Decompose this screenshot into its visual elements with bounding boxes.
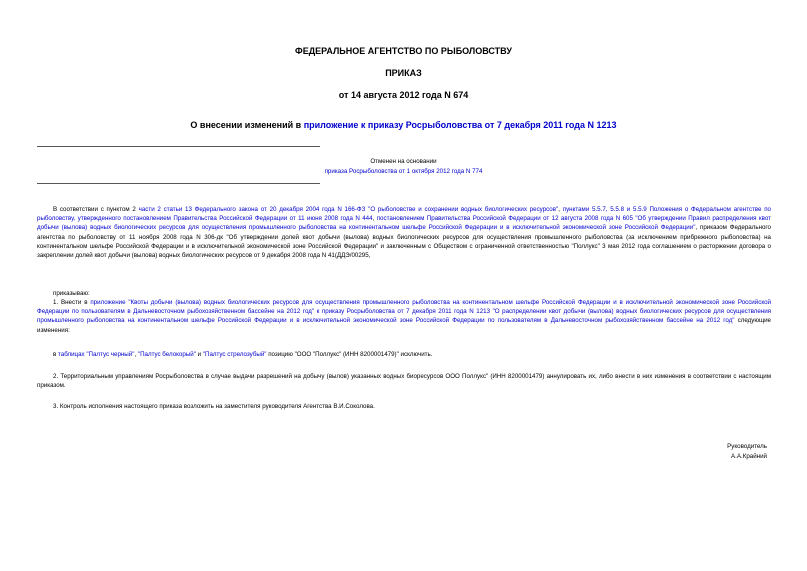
paragraph-text: в xyxy=(53,351,59,358)
preamble-paragraph xyxy=(37,205,771,260)
legal-reference-link[interactable]: пунктами 5.5.7, 5.5.8 и 5.5.9 Положения о Федеральном агентстве по рыболовству, утвержденного постановлением Правительства Российской Федерации от 11 июня 2008 года N 444 xyxy=(37,206,771,223)
title-prefix: О внесении изменений в xyxy=(190,120,304,130)
document-type: ПРИКАЗ xyxy=(385,68,422,78)
paragraph-text: , xyxy=(558,206,563,213)
legal-reference-link[interactable]: приложение "Квоты добычи (вылова) водных биологических ресурсов для осуществления промышленного рыболовства на континентальном шельфе Российской Федерации и в исключительной экономической зоне Российской Федерации по пользователям в Дальневосточном рыбохозяйственном бассейне на 2012 год" к приказу Росрыболовства от 7 декабря 2011 года N 1213 "О распределении квот добычи (вылова) водных биологических ресурсов для осуществления промышленного рыболовства на континентальном шельфе Российской Федерации и в исключительной экономической зоне Российской Федерации по пользователям в Дальневосточном рыбохозяйственном бассейне на 2012 год" xyxy=(37,299,771,325)
legal-reference-link[interactable]: постановлением Правительства Российской Федерации от 12 августа 2008 года N 605 "Об утверждении Правил распределения квот добычи (вылова) водных биологических ресурсов для осуществления промышленного рыболовства на континентальном шельфе Российской Федерации и в исключительной экономической зоне Российской Федерации" xyxy=(37,215,771,232)
paragraph-text: и xyxy=(195,351,203,358)
divider-bottom xyxy=(37,183,320,184)
paragraph-text: , xyxy=(134,351,138,358)
status-link[interactable]: приказа Росрыболовства от 1 октября 2012 года N 774 xyxy=(324,168,483,175)
legal-reference-link[interactable]: "Палтус белокорый" xyxy=(137,351,196,358)
item-2-paragraph: 2. Территориальным управлениям Росрыболовства в случае выдачи разрешений на добычу (вылов) указанных водных биоресурсов ООО Поллукс" (ИНН 8200001479) аннулировать их, либо внести в них изменения в соответствии с настоящим приказом. xyxy=(37,373,771,390)
paragraph-text: , приказом Федерального агентства по рыболовству от 11 ноября 2008 года N 306-дк "Об утверждении долей квот добычи (вылова) водных биологических ресурсов для осуществления промышленного рыболовства (за исключением прибрежного рыболовства) на континентальном шельфе Российской Федерации и в исключительной экономической зоне Российской Федерации" и заключенным с Обществом с ограниченной ответственностью "Поллукс" 3 мая 2012 года соглашением о расторжении договора о закреплении долей квот добычи (вылова) водных биологических ресурсов от 9 декабря 2008 года N 41(ДДЭ/00295, xyxy=(37,224,771,260)
paragraph-text: позицию "ООО "Поллукс" (ИНН 8200001479)" исключить. xyxy=(266,351,433,358)
item-3-paragraph: 3. Контроль исполнения настоящего приказа возложить на заместителя руководителя Агентства В.И.Соколова. xyxy=(53,403,375,410)
orders-label: приказываю: xyxy=(53,290,90,297)
document-title xyxy=(0,120,807,130)
agency-heading: ФЕДЕРАЛЬНОЕ АГЕНТСТВО ПО РЫБОЛОВСТВУ xyxy=(295,46,512,56)
document-date-number: от 14 августа 2012 года N 674 xyxy=(338,90,469,100)
paragraph-text: следующие изменения: xyxy=(37,317,771,334)
legal-reference-link[interactable]: таблицах "Палтус черный" xyxy=(58,351,135,358)
signature-name: А.А.Крайний xyxy=(731,453,767,460)
paragraph-text: В соответствии с пунктом 2 xyxy=(53,206,139,213)
paragraph-text: , xyxy=(372,215,377,223)
item-1-subparagraph xyxy=(53,350,771,359)
legal-reference-link[interactable]: части 2 статьи 13 Федерального закона от 20 декабря 2004 года N 166-ФЗ "О рыболовстве и сохранении водных биологических ресурсов" xyxy=(138,206,559,213)
title-link[interactable]: приложение к приказу Росрыболовства от 7 декабря 2011 года N 1213 xyxy=(303,120,617,130)
divider-top xyxy=(37,146,320,147)
status-note: Отменен на основании xyxy=(370,158,437,165)
paragraph-text: 1. Внести в xyxy=(53,299,91,306)
signature-role: Руководитель xyxy=(727,443,767,450)
item-1-paragraph xyxy=(37,298,771,335)
legal-reference-link[interactable]: "Палтус стрелозубый" xyxy=(202,351,267,358)
